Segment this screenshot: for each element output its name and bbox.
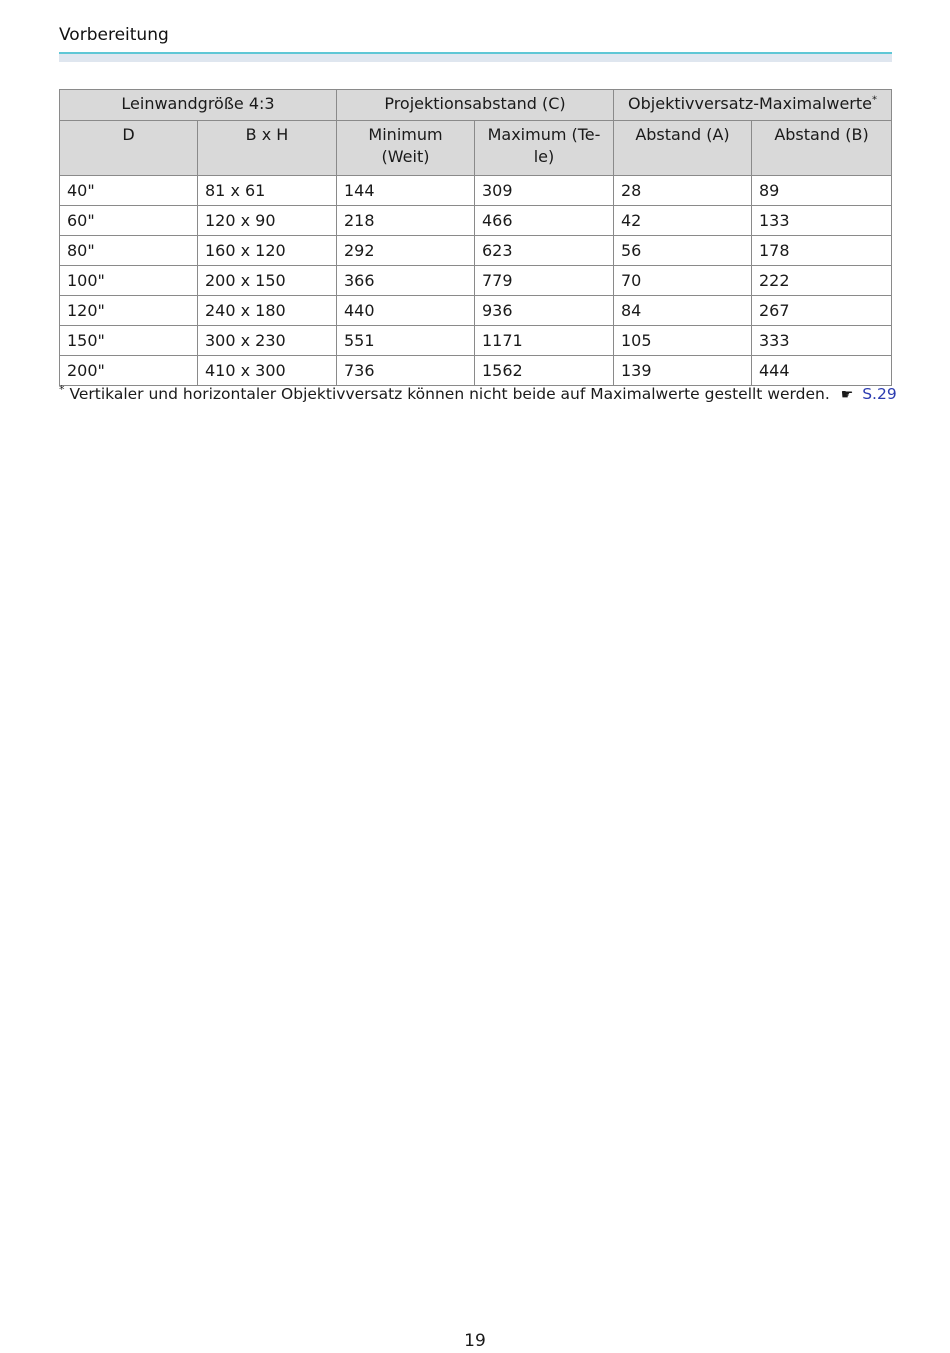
header-width-height: B x H <box>198 121 337 176</box>
header-lens-shift-label: Objektivversatz-Maximalwerte <box>628 94 872 113</box>
header-rule-accent <box>59 52 892 54</box>
table-body <box>60 176 892 386</box>
table-cell: 84 <box>614 296 752 326</box>
table-cell: 200" <box>60 356 198 386</box>
table-cell: 267 <box>752 296 892 326</box>
table-cell: 300 x 230 <box>198 326 337 356</box>
table-cell: 440 <box>337 296 475 326</box>
table-cell: 28 <box>614 176 752 206</box>
header-max-tele: Maximum (Te-le) <box>475 121 614 176</box>
table-cell: 120" <box>60 296 198 326</box>
header-diagonal: D <box>60 121 198 176</box>
header-lens-shift <box>614 90 892 121</box>
table-row <box>60 236 892 266</box>
table-cell: 42 <box>614 206 752 236</box>
table-cell: 466 <box>475 206 614 236</box>
pointing-hand-icon: ☛ <box>840 387 854 403</box>
table-cell: 936 <box>475 296 614 326</box>
table-cell: 333 <box>752 326 892 356</box>
table-row <box>60 176 892 206</box>
projection-distance-table <box>59 89 892 386</box>
table-cell: 410 x 300 <box>198 356 337 386</box>
table-cell: 56 <box>614 236 752 266</box>
table-cell: 551 <box>337 326 475 356</box>
header-min-wide: Minimum (Weit) <box>337 121 475 176</box>
table-cell: 1562 <box>475 356 614 386</box>
table-cell: 1171 <box>475 326 614 356</box>
footnote-text: Vertikaler und horizontaler Objektivversatz können nicht beide auf Maximalwerte gestellt werden. <box>69 385 830 403</box>
table-cell: 120 x 90 <box>198 206 337 236</box>
table-group-header-row <box>60 90 892 121</box>
table-cell: 178 <box>752 236 892 266</box>
table-cell: 133 <box>752 206 892 236</box>
table-cell: 139 <box>614 356 752 386</box>
page-reference-link[interactable]: S.29 <box>862 385 897 403</box>
table-cell: 144 <box>337 176 475 206</box>
table-cell: 309 <box>475 176 614 206</box>
header-projection-distance: Projektionsabstand (C) <box>337 90 614 121</box>
footnote <box>59 384 897 405</box>
table-cell: 150" <box>60 326 198 356</box>
table-cell: 222 <box>752 266 892 296</box>
footnote-marker: * <box>59 382 65 396</box>
header-screen-size: Leinwandgröße 4:3 <box>60 90 337 121</box>
table-cell: 89 <box>752 176 892 206</box>
table-cell: 218 <box>337 206 475 236</box>
table-row <box>60 356 892 386</box>
header-distance-b: Abstand (B) <box>752 121 892 176</box>
table-row <box>60 206 892 236</box>
table-row <box>60 326 892 356</box>
table-cell: 200 x 150 <box>198 266 337 296</box>
table-cell: 623 <box>475 236 614 266</box>
table-cell: 366 <box>337 266 475 296</box>
table-cell: 81 x 61 <box>198 176 337 206</box>
table-cell: 779 <box>475 266 614 296</box>
table-cell: 292 <box>337 236 475 266</box>
table-cell: 105 <box>614 326 752 356</box>
table-cell: 80" <box>60 236 198 266</box>
page-section-title: Vorbereitung <box>59 25 169 45</box>
table-cell: 240 x 180 <box>198 296 337 326</box>
table-cell: 70 <box>614 266 752 296</box>
footnote-marker: * <box>871 94 877 106</box>
table-cell: 60" <box>60 206 198 236</box>
table-row <box>60 296 892 326</box>
table-cell: 160 x 120 <box>198 236 337 266</box>
table-cell: 736 <box>337 356 475 386</box>
table-cell: 100" <box>60 266 198 296</box>
header-distance-a: Abstand (A) <box>614 121 752 176</box>
table-row <box>60 266 892 296</box>
table-cell: 444 <box>752 356 892 386</box>
table-cell: 40" <box>60 176 198 206</box>
table-sub-header-row <box>60 121 892 176</box>
page-number: 19 <box>464 1331 486 1351</box>
